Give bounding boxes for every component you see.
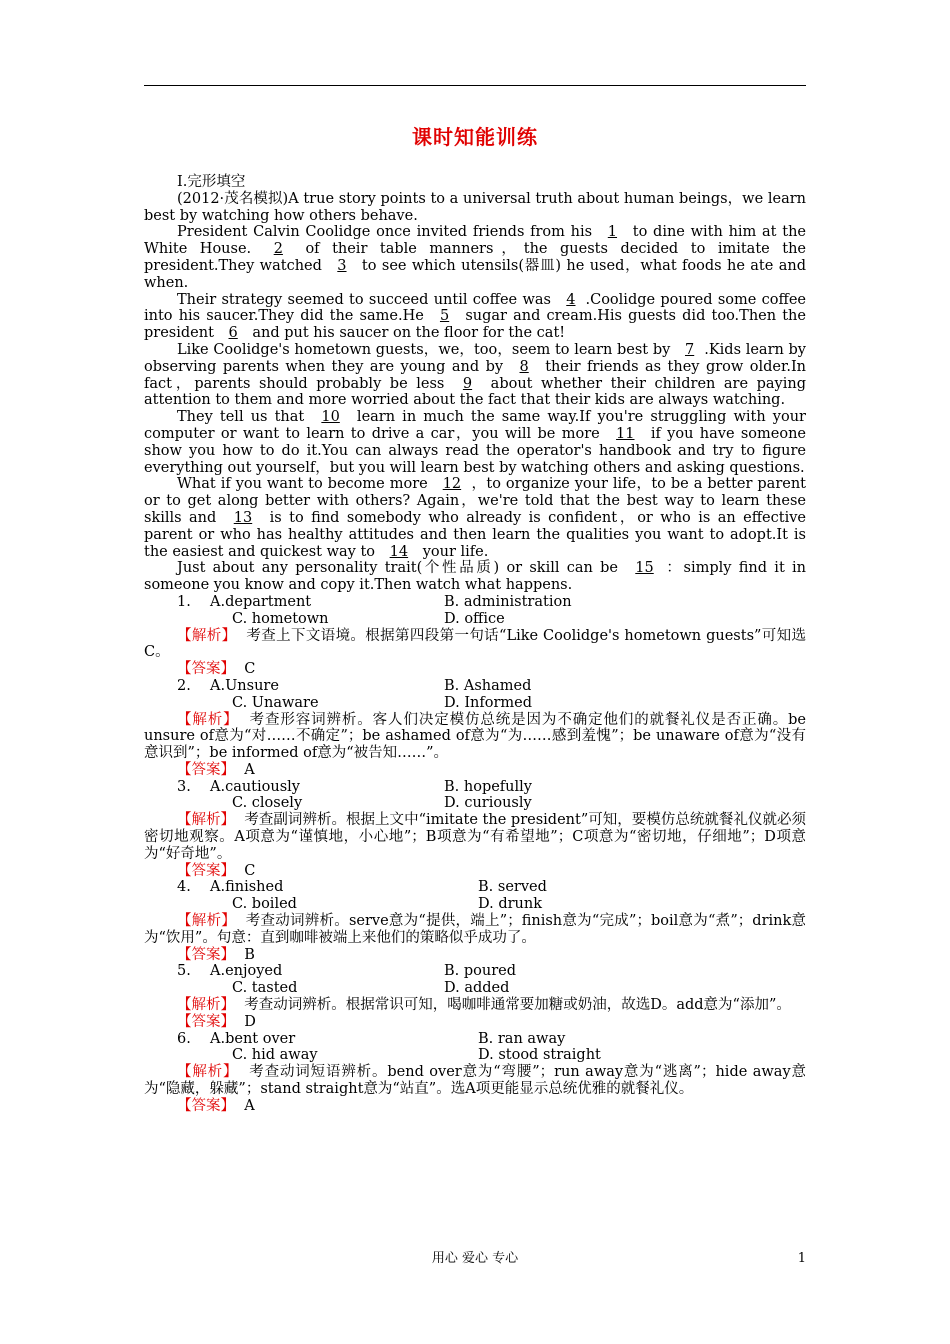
analysis-text xyxy=(144,628,806,662)
options-row-2 xyxy=(144,611,806,628)
analysis-text xyxy=(144,812,806,862)
passage-text: to see which utensils(器皿) he used，what foods he ate and when. xyxy=(144,257,807,291)
answer-label: 【答案】 xyxy=(177,661,235,678)
passage-text: if you have someone show you how to do it.You can always read the operator's handbook and try to figure everything out yourself，but you will learn best by watching others and asking questions. xyxy=(144,425,807,476)
option-d: D. office xyxy=(444,610,505,627)
passage-text: sugar and cream.His guests did too.Then the president xyxy=(144,308,806,342)
cloze-blank: 2 xyxy=(273,241,283,258)
option-c: C. tasted xyxy=(232,980,298,997)
analysis-label: 【解析】 xyxy=(177,1064,239,1081)
question-item xyxy=(144,779,806,880)
answer-line xyxy=(144,762,806,779)
analysis-text xyxy=(144,997,806,1014)
passage-text: (2012·茂名模拟)A true story points to a universal truth about human beings，we learn best by watching how others behave. xyxy=(144,190,806,224)
section-heading: Ⅰ.完形填空 xyxy=(177,174,246,190)
options-row-2 xyxy=(144,1047,806,1064)
document-body xyxy=(144,174,806,1115)
analysis-label: 【解析】 xyxy=(177,627,237,644)
cloze-passage xyxy=(144,191,806,594)
analysis-label: 【解析】 xyxy=(177,711,239,728)
answer-label: 【答案】 xyxy=(177,946,235,963)
passage-text: Like Coolidge's hometown guests，we，too，seem to learn best by xyxy=(177,341,675,358)
page-footer xyxy=(144,1251,806,1271)
option-c: C. boiled xyxy=(232,896,297,913)
passage-paragraph xyxy=(144,342,806,409)
question-number: 1. xyxy=(177,593,191,610)
option-c: C. Unaware xyxy=(232,694,319,711)
page-title: 课时知能训练 xyxy=(412,125,538,149)
question-number: 3. xyxy=(177,778,191,795)
option-d: D. Informed xyxy=(444,694,533,711)
options-row-1 xyxy=(144,963,806,980)
answer-value: C xyxy=(244,862,256,879)
cloze-blank: 8 xyxy=(519,358,529,375)
analysis-content: 考查动词短语辨析。bend over意为“弯腰”；run away意为“逃离”；hide away意为“隐藏，躲藏”；stand straight意为“站直”。选A项更能显示总统优雅的就餐礼仪。 xyxy=(144,1064,806,1098)
option-d: D. curiously xyxy=(444,795,532,812)
cloze-blank: 4 xyxy=(566,291,576,308)
analysis-content: 考查上下文语境。根据第四段第一句话“Like Coolidge's hometown guests”可知选C。 xyxy=(144,627,807,661)
passage-text: Just about any personality trait(个性品质) or skill can be xyxy=(177,560,626,577)
option-b: B. hopefully xyxy=(444,778,532,795)
passage-text: .Kids learn by observing parents when they are young and by xyxy=(144,341,806,375)
question-number: 6. xyxy=(177,1030,191,1047)
passage-paragraph xyxy=(144,409,806,476)
passage-text: your life. xyxy=(418,543,489,560)
option-c: C. closely xyxy=(232,795,303,812)
answer-label: 【答案】 xyxy=(177,761,235,778)
header-rule xyxy=(144,85,806,86)
answer-line xyxy=(144,863,806,880)
option-d: D. stood straight xyxy=(478,1047,601,1064)
option-b: B. Ashamed xyxy=(444,677,532,694)
options-row-1 xyxy=(144,879,806,896)
analysis-content: 考查动词辨析。根据常识可知，喝咖啡通常要加糖或奶油，故选D。add意为“添加”。 xyxy=(244,997,791,1014)
option-a: A.department xyxy=(210,593,312,610)
cloze-blank: 14 xyxy=(389,543,409,560)
cloze-blank: 15 xyxy=(635,560,654,577)
question-item xyxy=(144,678,806,779)
question-item xyxy=(144,879,806,963)
options-row-2 xyxy=(144,695,806,712)
analysis-text xyxy=(144,1064,806,1098)
passage-text: ：simply find it in someone you know and copy it.Then watch what happens. xyxy=(144,560,807,594)
answer-value: A xyxy=(244,761,255,778)
cloze-blank: 11 xyxy=(616,425,635,442)
passage-text: They tell us that xyxy=(177,409,312,426)
answer-value: A xyxy=(244,1097,255,1114)
option-a: A.cautiously xyxy=(210,778,300,795)
question-item xyxy=(144,1031,806,1115)
option-b: B. ran away xyxy=(478,1030,566,1047)
passage-text: President Calvin Coolidge once invited friends from his xyxy=(177,224,598,241)
analysis-text xyxy=(144,913,806,947)
answer-line xyxy=(144,1014,806,1031)
question-list xyxy=(144,594,806,1115)
cloze-blank: 6 xyxy=(228,325,238,342)
page-number: 1 xyxy=(797,1251,806,1266)
answer-label: 【答案】 xyxy=(177,1097,235,1114)
cloze-blank: 3 xyxy=(337,257,347,274)
option-c: C. hid away xyxy=(232,1047,318,1064)
option-c: C. hometown xyxy=(232,610,329,627)
options-row-1 xyxy=(144,594,806,611)
answer-value: D xyxy=(244,1013,256,1030)
answer-label: 【答案】 xyxy=(177,1013,235,1030)
option-a: A.enjoyed xyxy=(210,963,283,980)
option-d: D. drunk xyxy=(478,896,543,913)
passage-text: learn in much the same way.If you're struggling with your computer or want to learn to drive a car，you will be more xyxy=(144,409,806,442)
passage-text: Their strategy seemed to succeed until coffee was xyxy=(177,291,557,308)
answer-label: 【答案】 xyxy=(177,862,235,879)
passage-text: What if you want to become more xyxy=(177,476,433,493)
passage-text: .Coolidge poured some coffee into his saucer.They did the same.He xyxy=(144,291,806,325)
passage-text: of their table manners，the guests decided to imitate the president.They watched xyxy=(144,241,806,274)
cloze-blank: 5 xyxy=(439,308,450,325)
passage-text: and put his saucer on the floor for the cat! xyxy=(247,325,566,342)
options-row-1 xyxy=(144,1031,806,1048)
analysis-content: 考查动词辨析。serve意为“提供，端上”；finish意为“完成”；boil意为“煮”；drink意为“饮用”。句意：直到咖啡被端上来他们的策略似乎成功了。 xyxy=(144,913,807,946)
options-row-2 xyxy=(144,896,806,913)
option-a: A.bent over xyxy=(210,1030,296,1047)
footer-motto: 用心 爱心 专心 xyxy=(431,1251,519,1266)
cloze-blank: 13 xyxy=(233,509,253,526)
passage-text: ，to organize your life，to be a better parent or to get along better with others? Again，we're told that the best way to learn these skills and xyxy=(144,476,806,526)
cloze-blank: 1 xyxy=(607,224,618,241)
answer-line xyxy=(144,947,806,964)
cloze-blank: 12 xyxy=(442,476,462,493)
passage-paragraph xyxy=(144,224,806,291)
option-b: B. served xyxy=(478,879,547,896)
passage-paragraph xyxy=(144,560,806,594)
passage-paragraph xyxy=(144,292,806,342)
question-number: 4. xyxy=(177,879,191,896)
answer-value: C xyxy=(244,661,256,678)
analysis-text xyxy=(144,712,806,762)
question-number: 5. xyxy=(177,963,191,980)
answer-value: B xyxy=(244,946,255,963)
question-number: 2. xyxy=(177,677,191,694)
option-d: D. added xyxy=(444,980,510,997)
passage-text: their friends as they grow older.In fact，parents should probably be less xyxy=(144,358,807,392)
passage-paragraph xyxy=(144,191,806,225)
analysis-label: 【解析】 xyxy=(177,812,236,829)
options-row-1 xyxy=(144,678,806,695)
options-row-1 xyxy=(144,779,806,796)
option-a: A.Unsure xyxy=(210,677,279,694)
analysis-content: 考查形容词辨析。客人们决定模仿总统是因为不确定他们的就餐礼仪是否正确。be unsure of意为“对……不确定”；be ashamed of意为“为……感到羞愧”；be unaware of意为“没有意识到”；be informed of意为“被告知……”。 xyxy=(144,711,807,762)
answer-line xyxy=(144,661,806,678)
question-item xyxy=(144,594,806,678)
cloze-blank: 9 xyxy=(462,375,473,392)
options-row-2 xyxy=(144,980,806,997)
passage-text: about whether their children are paying attention to them and more worried about the fact that their kids are always watching. xyxy=(144,375,807,409)
analysis-label: 【解析】 xyxy=(177,997,235,1014)
passage-paragraph xyxy=(144,476,806,560)
analysis-content: 考查副词辨析。根据上文中“imitate the president”可知，要模仿总统就餐礼仪就必须密切地观察。A项意为“谨慎地，小心地”；B项意为“有希望地”；C项意为“密切地，仔细地”；D项意为“好奇地”。 xyxy=(144,812,807,862)
cloze-blank: 7 xyxy=(684,341,695,358)
question-item xyxy=(144,963,806,1030)
option-b: B. poured xyxy=(444,963,517,980)
passage-text: to dine with him at the White House. xyxy=(144,224,806,258)
option-b: B. administration xyxy=(444,593,572,610)
options-row-2 xyxy=(144,795,806,812)
cloze-blank: 10 xyxy=(321,409,340,426)
passage-text: is to find somebody who already is confident，or who is an effective parent or who has healthy attitudes and then learn the qualities you want to adopt.It is the easiest and quickest way to xyxy=(144,509,807,560)
option-a: A.finished xyxy=(210,879,284,896)
analysis-label: 【解析】 xyxy=(177,913,236,930)
answer-line xyxy=(144,1098,806,1115)
